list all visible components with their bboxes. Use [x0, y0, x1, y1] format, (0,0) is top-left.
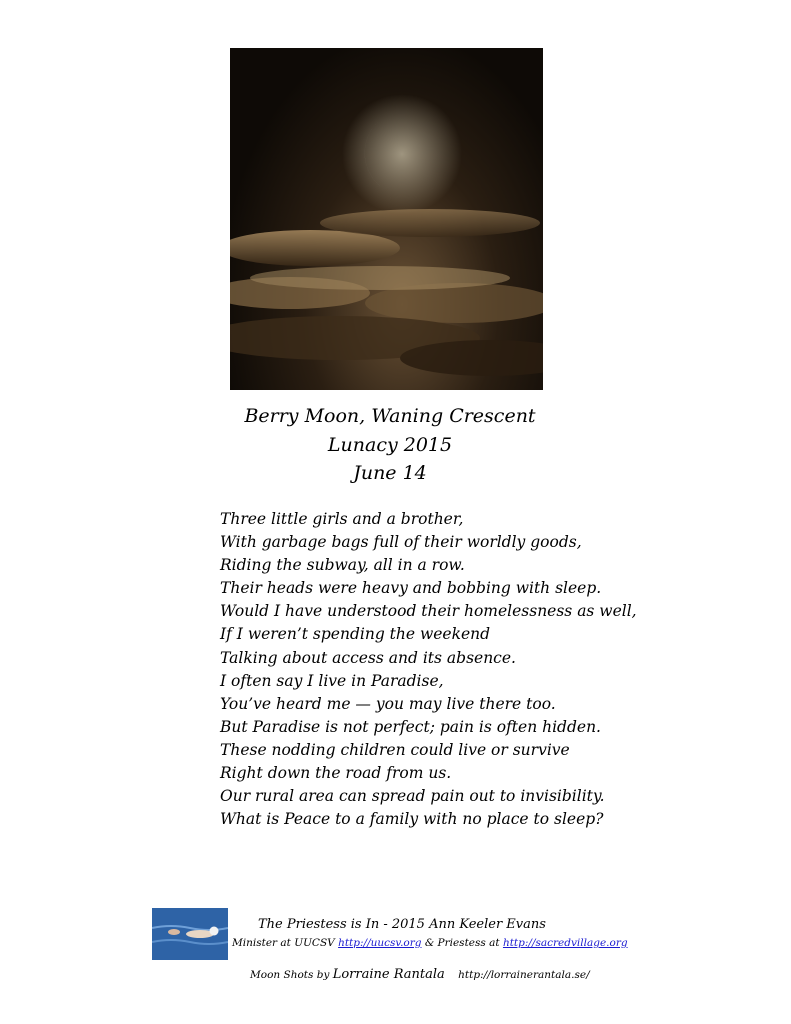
poem-line: Would I have understood their homelessness as well, [220, 602, 637, 621]
poem-line: With garbage bags full of their worldly goods, [220, 533, 582, 552]
poem-line: Right down the road from us. [220, 764, 452, 783]
minister-label: Minister at UUCSV [232, 937, 335, 949]
priestess-swimming-photo [152, 908, 228, 960]
priestess-label: & Priestess at [424, 937, 500, 949]
footer-title: The Priestess is In - 2015 Ann Keeler Evans [258, 917, 546, 932]
poem-line: These nodding children could live or survive [220, 740, 570, 759]
footer-credits [232, 937, 628, 949]
poem-line: Our rural area can spread pain out to invisibility. [220, 787, 605, 806]
poem-line: Riding the subway, all in a row. [220, 556, 465, 575]
cloud-bank [230, 209, 543, 376]
poem-line: But Paradise is not perfect; pain is often hidden. [220, 717, 601, 736]
poem-line: You’ve heard me — you may live there too. [220, 694, 556, 713]
poem-line: What is Peace to a family with no place to sleep? [220, 810, 604, 829]
heading-moon-name: Berry Moon, Waning Crescent [244, 405, 536, 427]
poem-line: Their heads were heavy and bobbing with sleep. [220, 579, 602, 598]
poem-line: I often say I live in Paradise, [220, 671, 444, 690]
sacredvillage-link[interactable]: http://sacredvillage.org [502, 937, 628, 949]
poem [220, 508, 780, 831]
heading-date: June 14 [353, 462, 427, 484]
poem-line: Talking about access and its absence. [220, 648, 516, 667]
moon-shots-credit [250, 967, 590, 982]
poem-line: If I weren’t spending the weekend [220, 625, 491, 644]
heading-series: Lunacy 2015 [327, 434, 453, 456]
poem-line: Three little girls and a brother, [220, 510, 464, 528]
crescent-moon-photo [230, 48, 543, 390]
photographer-url[interactable]: http://lorrainerantala.se/ [458, 969, 590, 981]
photographer-name: Lorraine Rantala [332, 967, 445, 982]
uucsv-link[interactable]: http://uucsv.org [338, 937, 422, 949]
moon-shots-label: Moon Shots by [250, 969, 330, 981]
